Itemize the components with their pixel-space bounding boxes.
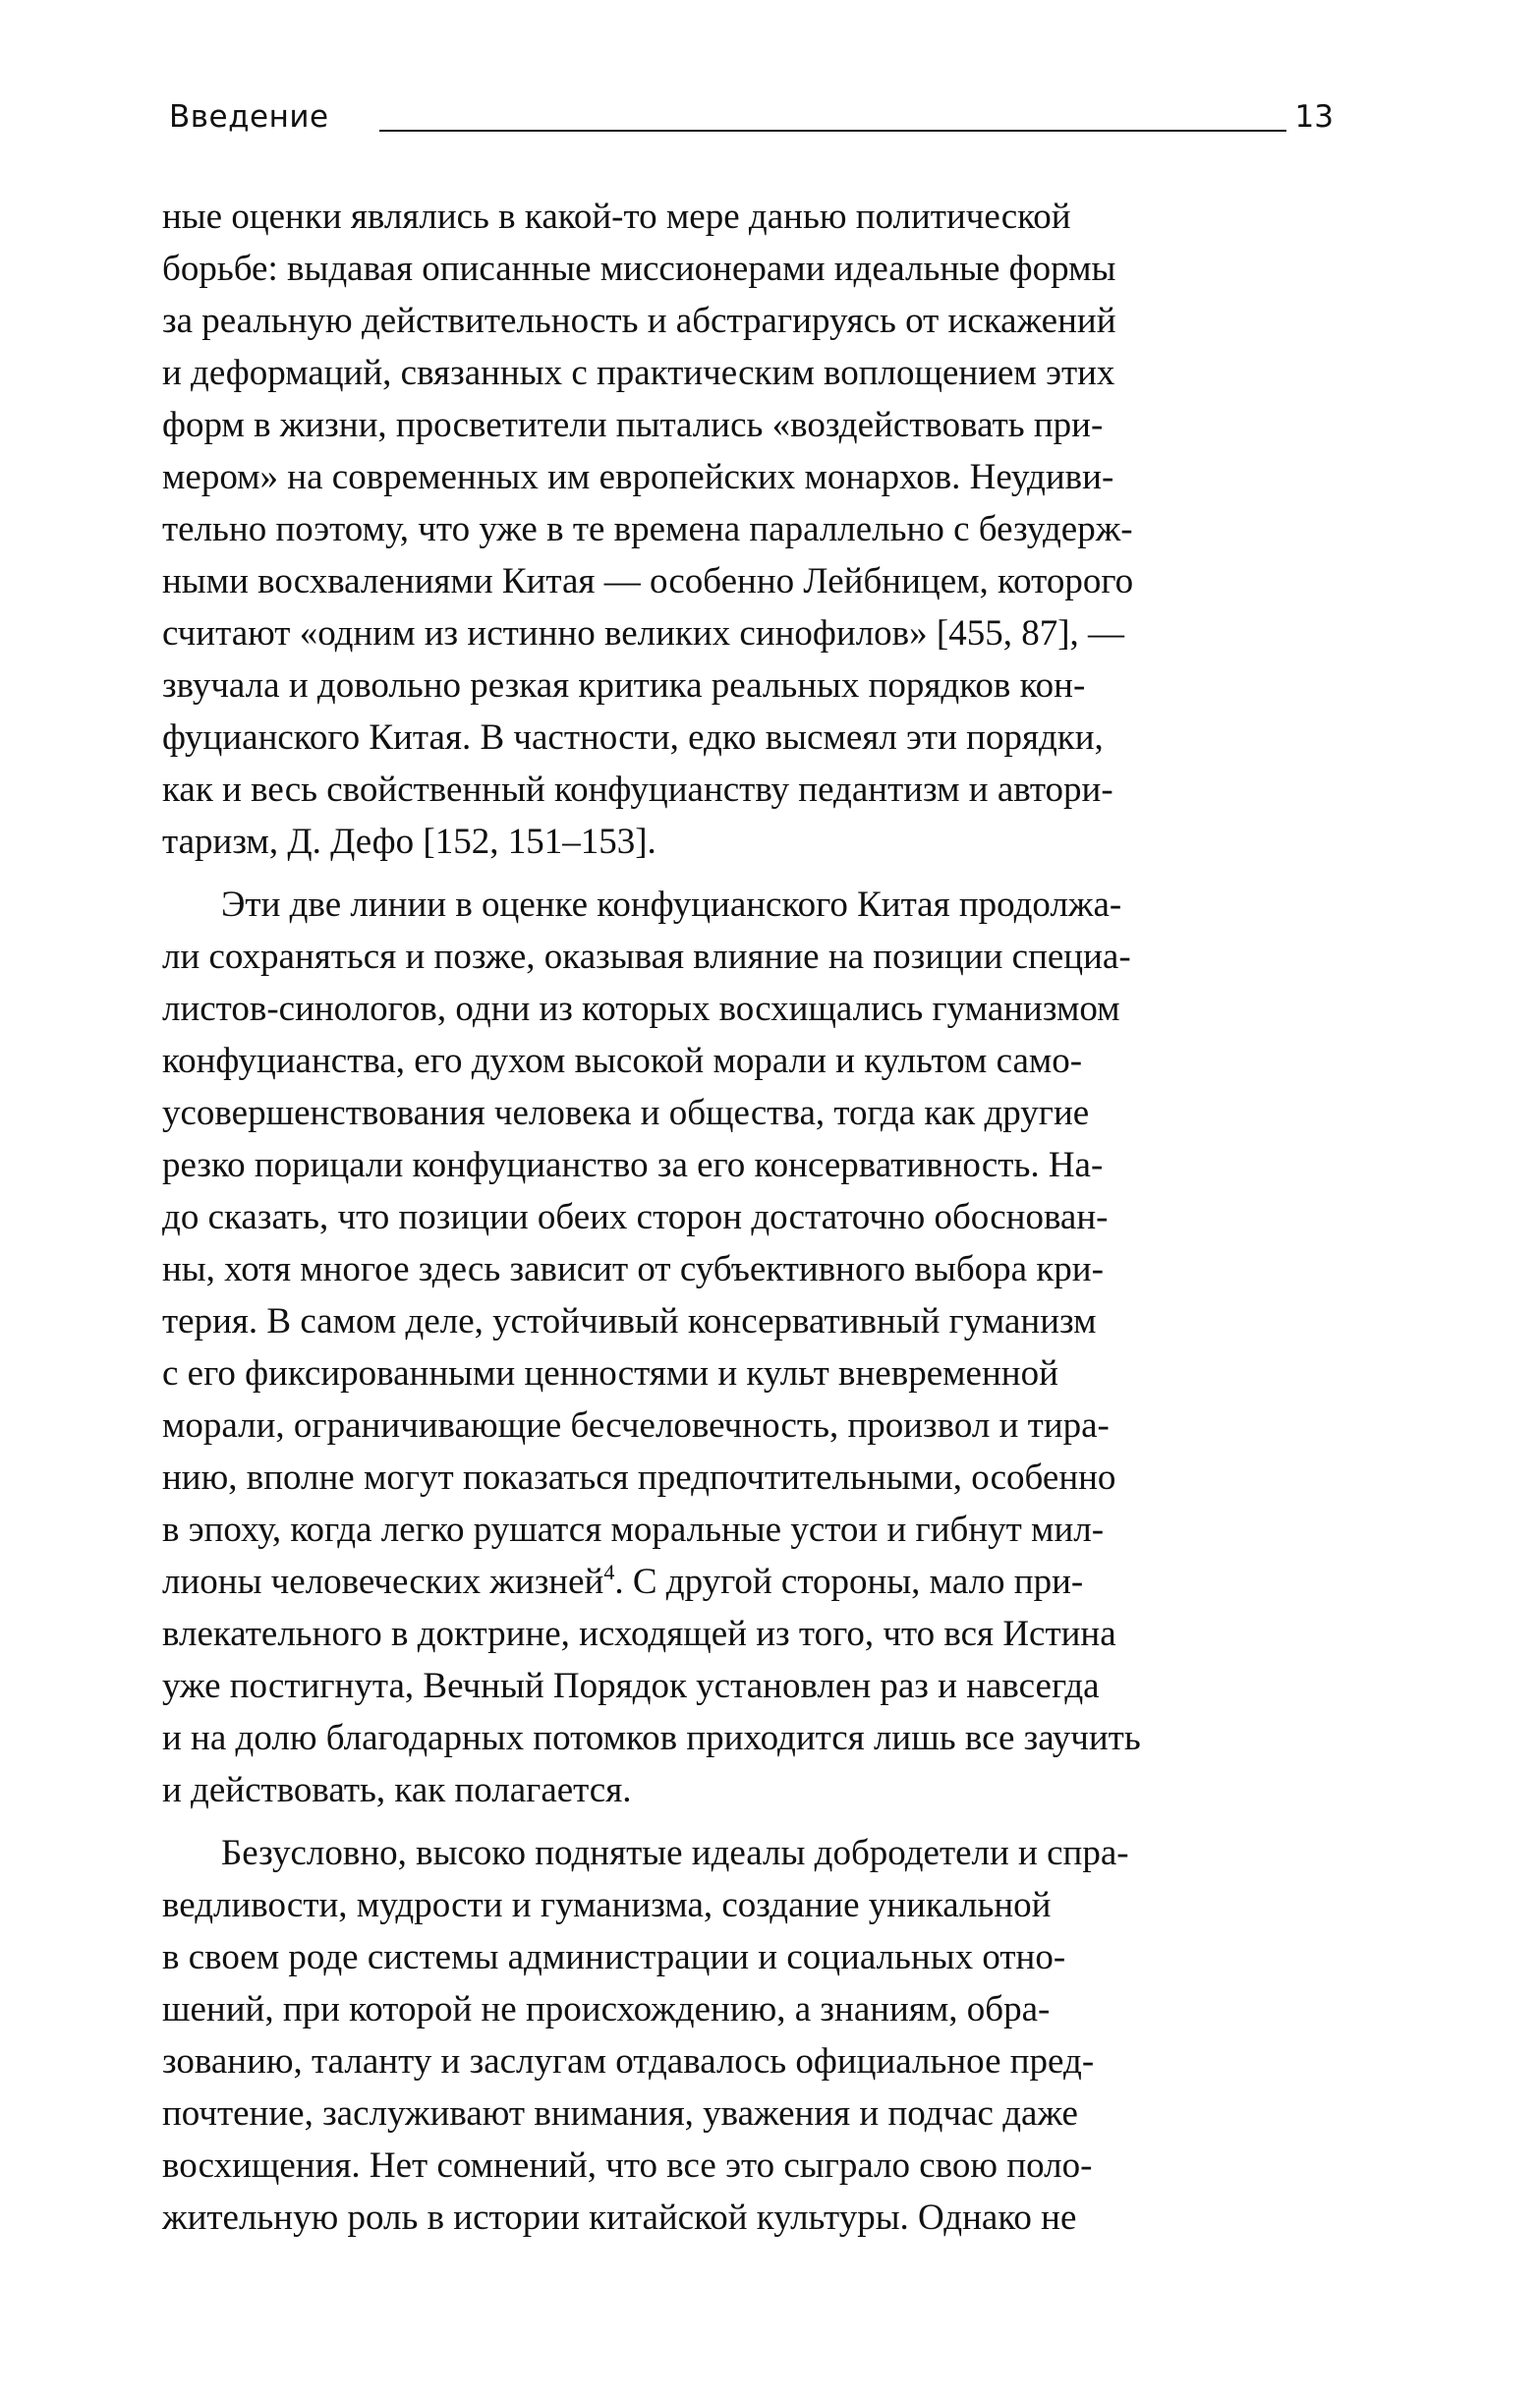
text-line: конфуцианства, его духом высокой морали и культом само- bbox=[162, 1041, 1083, 1081]
text-line: форм в жизни, просветители пытались «воздействовать при- bbox=[162, 405, 1104, 445]
text-line: ными восхвалениями Китая — особенно Лейбницем, которого bbox=[162, 561, 1134, 601]
text-line: резко порицали конфуцианство за его консервативность. На- bbox=[162, 1145, 1104, 1185]
text-line: ны, хотя многое здесь зависит от субъективного выбора кри- bbox=[162, 1249, 1104, 1289]
running-header bbox=[169, 94, 1334, 140]
text-line: зованию, таланту и заслугам отдавалось официальное пред- bbox=[162, 2041, 1095, 2082]
text-line: терия. В самом деле, устойчивый консервативный гуманизм bbox=[162, 1301, 1097, 1342]
text-line: Эти две линии в оценке конфуцианского Китая продолжа- bbox=[221, 885, 1122, 925]
text-line: восхищения. Нет сомнений, что все это сыграло свою поло- bbox=[162, 2145, 1093, 2186]
text-line: усовершенствования человека и общества, тогда как другие bbox=[162, 1093, 1090, 1133]
text-line-with-footnote bbox=[162, 1556, 1341, 1608]
footnote-reference: 4 bbox=[603, 1560, 615, 1584]
text-line: фуцианского Китая. В частности, едко высмеял эти порядки, bbox=[162, 717, 1104, 758]
text-line: ли сохраняться и позже, оказывая влияние на позиции специа- bbox=[162, 937, 1131, 977]
paragraph-3 bbox=[162, 1827, 1341, 2244]
text-line-end: . С другой стороны, мало при- bbox=[614, 1562, 1084, 1602]
text-line: борьбе: выдавая описанные миссионерами идеальные формы bbox=[162, 249, 1116, 289]
text-line-start: лионы человеческих жизней bbox=[162, 1562, 604, 1602]
text-line: как и весь свойственный конфуцианству педантизм и автори- bbox=[162, 770, 1113, 810]
text-line: уже постигнута, Вечный Порядок установлен раз и навсегда bbox=[162, 1666, 1100, 1706]
text-line: и на долю благодарных потомков приходится лишь все заучить bbox=[162, 1718, 1141, 1758]
text-line: почтение, заслуживают внимания, уважения и подчас даже bbox=[162, 2093, 1078, 2134]
text-line: морали, ограничивающие бесчеловечность, произвол и тира- bbox=[162, 1405, 1110, 1446]
text-line: шений, при которой не происхождению, а знаниям, обра- bbox=[162, 1989, 1051, 2029]
text-line: до сказать, что позиции обеих сторон достаточно обоснован- bbox=[162, 1197, 1109, 1237]
text-line: и деформаций, связанных с практическим воплощением этих bbox=[162, 353, 1115, 393]
page-number: 13 bbox=[1294, 99, 1334, 135]
text-line: за реальную действительность и абстрагируясь от искажений bbox=[162, 301, 1116, 341]
text-line: листов-синологов, одни из которых восхищались гуманизмом bbox=[162, 989, 1120, 1029]
body-text bbox=[162, 191, 1341, 2244]
text-line: тельно поэтому, что уже в те времена параллельно с безудерж- bbox=[162, 509, 1133, 549]
text-line: звучала и довольно резкая критика реальных порядков кон- bbox=[162, 665, 1086, 706]
text-line: мером» на современных им европейских монархов. Неудиви- bbox=[162, 457, 1114, 497]
text-line: считают «одним из истинно великих синофилов» [455, 87], — bbox=[162, 613, 1125, 654]
text-line: Безусловно, высоко поднятые идеалы добродетели и спра- bbox=[221, 1833, 1129, 1873]
paragraph-2 bbox=[162, 879, 1341, 1816]
paragraph-1 bbox=[162, 191, 1341, 868]
text-line: и действовать, как полагается. bbox=[162, 1770, 632, 1810]
text-line: в своем роде системы администрации и социальных отно- bbox=[162, 1937, 1066, 1977]
section-title: Введение bbox=[169, 99, 329, 135]
text-line: нию, вполне могут показаться предпочтительными, особенно bbox=[162, 1457, 1116, 1498]
text-line: в эпоху, когда легко рушатся моральные устои и гибнут мил- bbox=[162, 1510, 1105, 1550]
header-rule bbox=[379, 130, 1286, 132]
text-line: жительную роль в истории китайской культуры. Однако не bbox=[162, 2198, 1077, 2238]
text-line: ведливости, мудрости и гуманизма, создание уникальной bbox=[162, 1885, 1052, 1925]
text-line: с его фиксированными ценностями и культ вневременной bbox=[162, 1353, 1058, 1394]
text-line: ные оценки являлись в какой-то мере данью политической bbox=[162, 197, 1071, 237]
text-line: таризм, Д. Дефо [152, 151–153]. bbox=[162, 822, 656, 862]
text-line: влекательного в доктрине, исходящей из того, что вся Истина bbox=[162, 1614, 1116, 1654]
